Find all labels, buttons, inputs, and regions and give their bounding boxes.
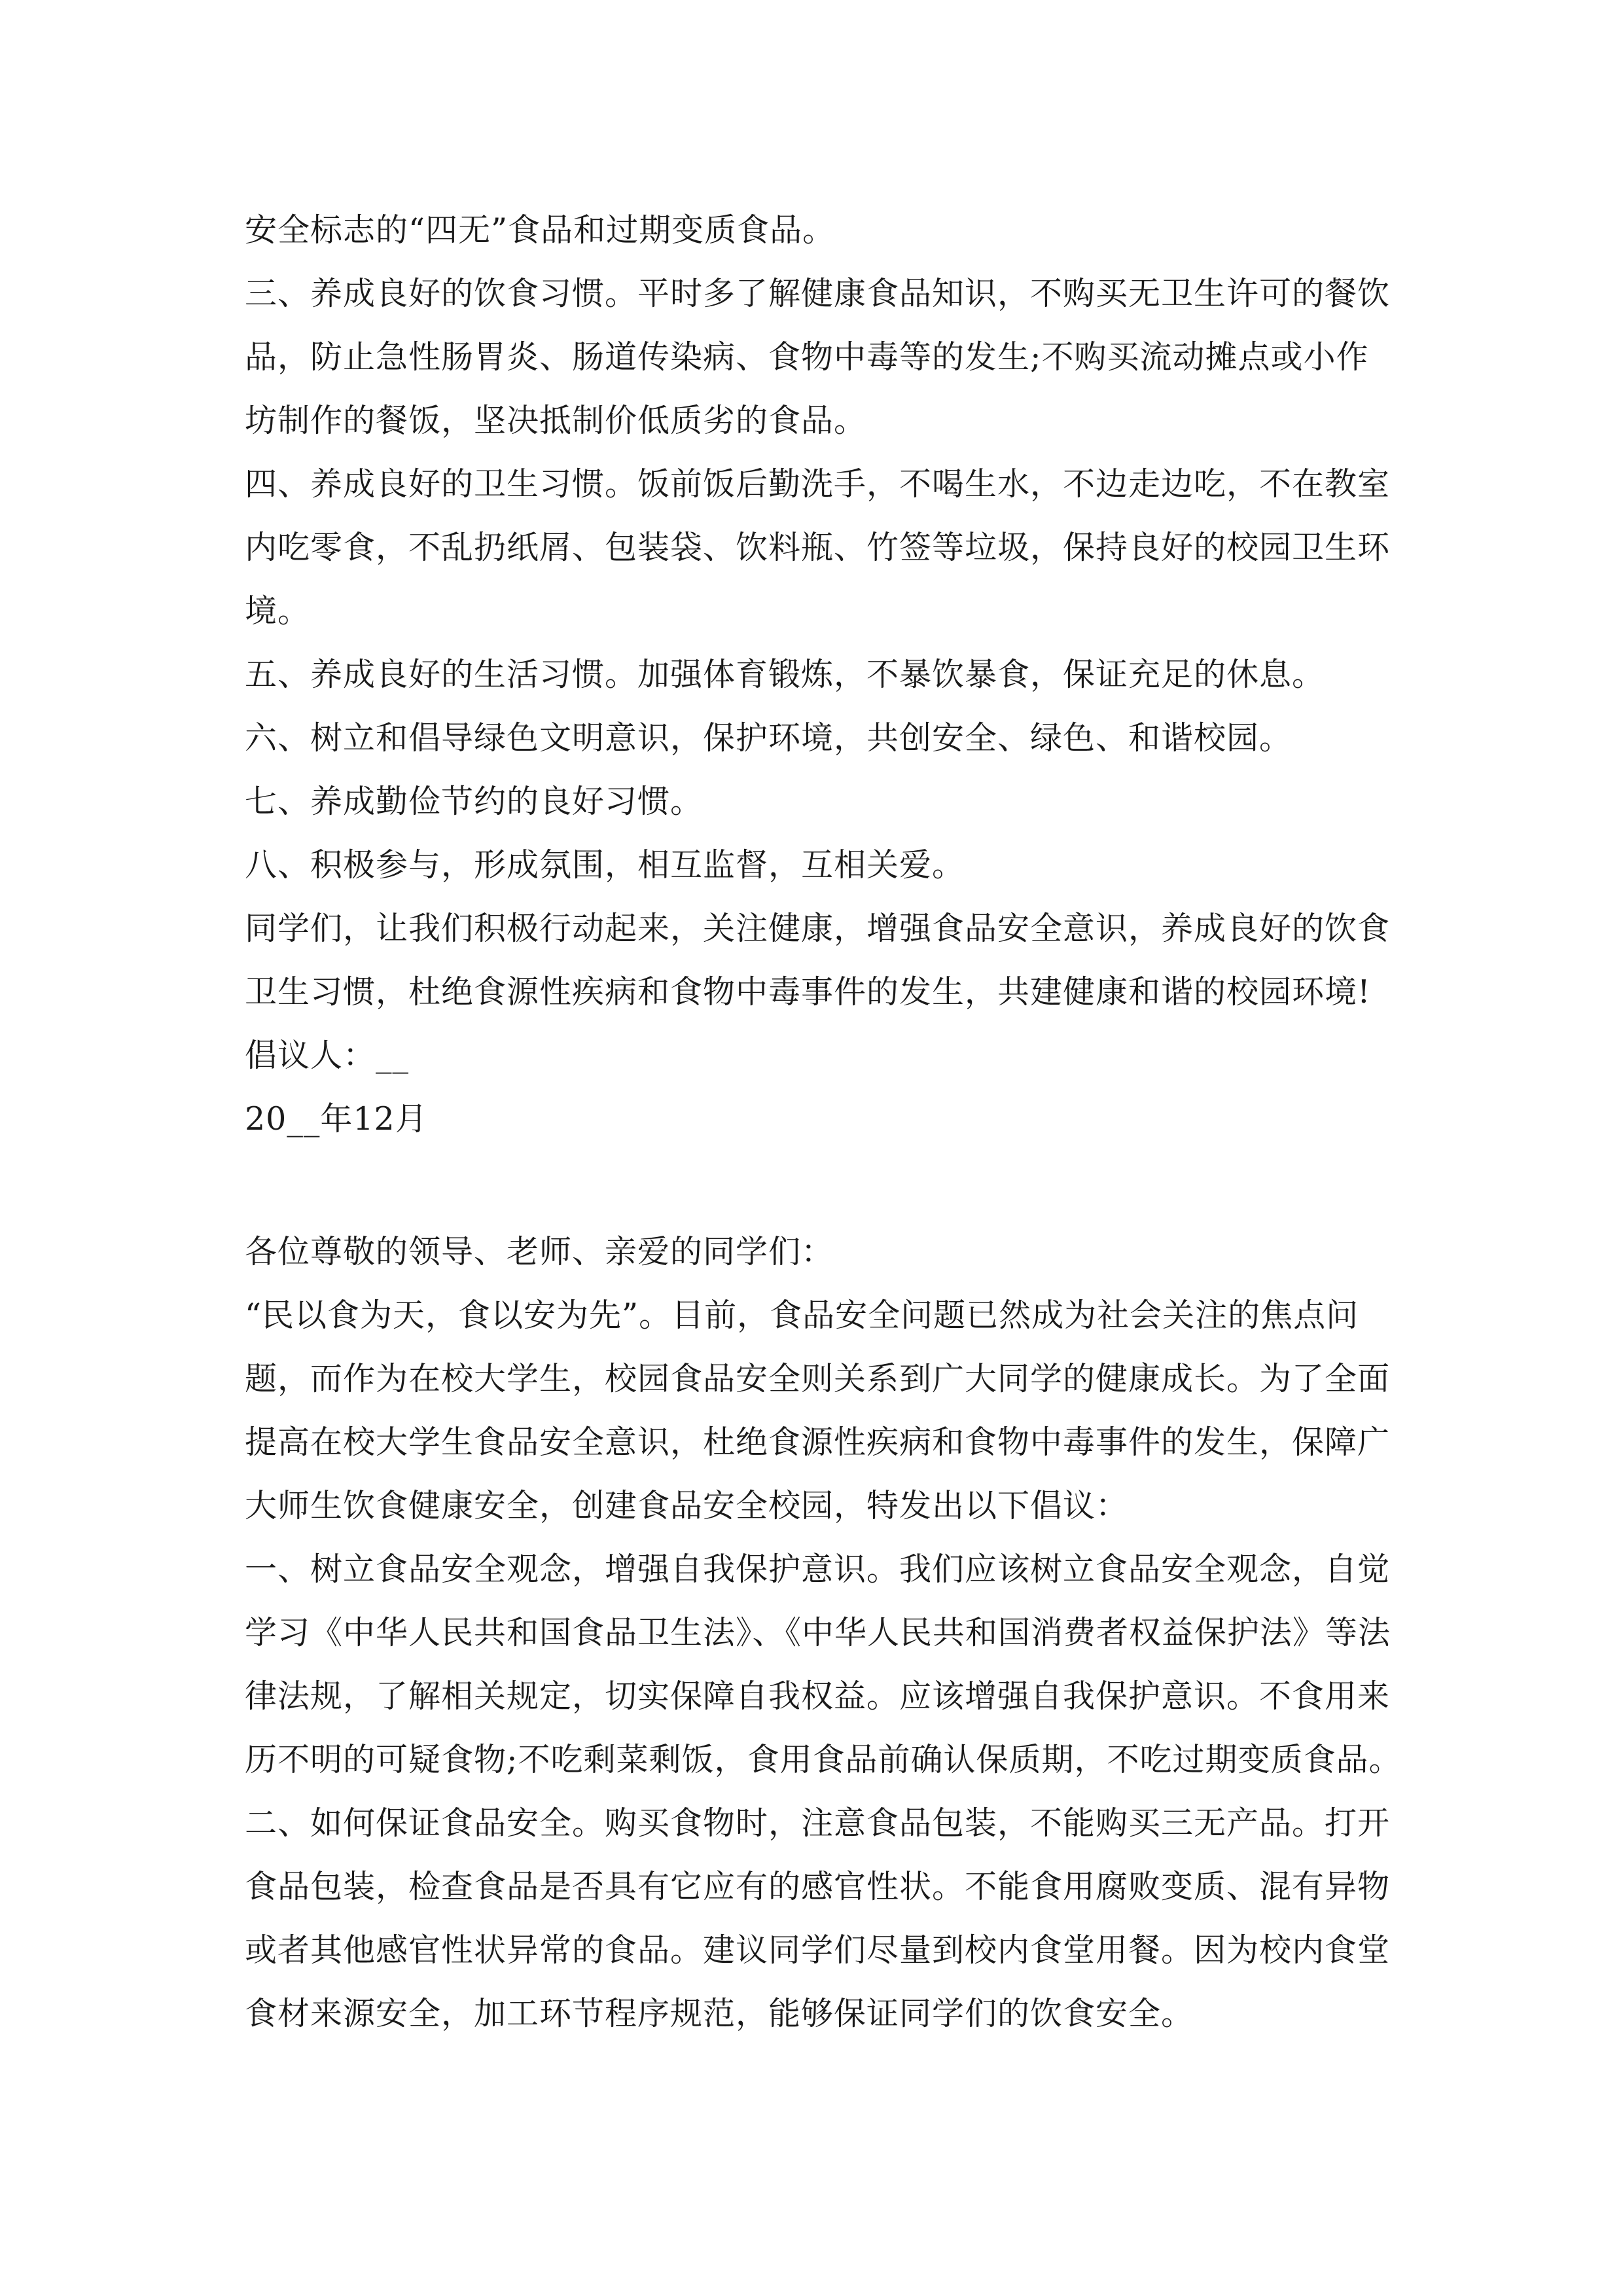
text-line: 内吃零食，不乱扔纸屑、包装袋、饮料瓶、竹签等垃圾，保持良好的校园卫生环: [245, 529, 1391, 566]
text-line: 历不明的可疑食物;不吃剩菜剩饭，食用食品前确认保质期，不吃过期变质食品。: [245, 1741, 1402, 1778]
text-line: 或者其他感官性状异常的食品。建议同学们尽量到校内食堂用餐。因为校内食堂: [245, 1931, 1391, 1969]
section-one-text: [245, 198, 1397, 1151]
proposer-line: 倡议人：__: [245, 1037, 410, 1074]
text-line: 坊制作的餐饭，坚决抵制价低质劣的食品。: [245, 402, 867, 439]
text-line: 提高在校大学生食品安全意识，杜绝食源性疾病和食物中毒事件的发生，保障广: [245, 1424, 1391, 1461]
text-line: 品，防止急性肠胃炎、肠道传染病、食物中毒等的发生;不购买流动摊点或小作: [245, 338, 1369, 376]
text-line: “民以食为天，食以安为先”。目前，食品安全问题已然成为社会关注的焦点问: [245, 1297, 1359, 1334]
text-line: 七、养成勤俭节约的良好习惯。: [245, 783, 704, 820]
text-line: 二、如何保证食品安全。购买食物时，注意食品包装，不能购买三无产品。打开: [245, 1804, 1391, 1842]
text-line: 三、养成良好的饮食习惯。平时多了解健康食品知识，不购买无卫生许可的餐饮: [245, 275, 1391, 312]
text-line: 境。: [245, 592, 311, 630]
text-line: 同学们，让我们积极行动起来，关注健康，增强食品安全意识，养成良好的饮食: [245, 910, 1391, 947]
text-line: 学习《中华人民共和国食品卫生法》、《中华人民共和国消费者权益保护法》等法: [245, 1614, 1391, 1651]
text-line: 律法规，了解相关规定，切实保障自我权益。应该增强自我保护意识。不食用来: [245, 1677, 1391, 1715]
text-line: 一、树立食品安全观念，增强自我保护意识。我们应该树立食品安全观念，自觉: [245, 1551, 1391, 1588]
text-line: 五、养成良好的生活习惯。加强体育锻炼，不暴饮暴食，保证充足的休息。: [245, 656, 1325, 693]
text-line: 四、养成良好的卫生习惯。饭前饭后勤洗手，不喝生水，不边走边吃，不在教室: [245, 465, 1391, 503]
text-line: 六、树立和倡导绿色文明意识，保护环境，共创安全、绿色、和谐校园。: [245, 719, 1293, 757]
text-line: 食品包装，检查食品是否具有它应有的感官性状。不能食用腐败变质、混有异物: [245, 1868, 1391, 1905]
text-line: 题，而作为在校大学生，校园食品安全则关系到广大同学的健康成长。为了全面: [245, 1360, 1391, 1397]
text-line: 安全标志的“四无”食品和过期变质食品。: [245, 211, 836, 249]
text-line: 卫生习惯，杜绝食源性疾病和食物中毒事件的发生，共建健康和谐的校园环境!: [245, 973, 1371, 1011]
section-two-text: [245, 1220, 1402, 2045]
text-line: 大师生饮食健康安全，创建食品安全校园，特发出以下倡议：: [245, 1487, 1129, 1524]
text-line: 食材来源安全，加工环节程序规范，能够保证同学们的饮食安全。: [245, 1995, 1194, 2032]
salutation-line: 各位尊敬的领导、老师、亲爱的同学们：: [245, 1233, 834, 1270]
text-line: 八、积极参与，形成氛围，相互监督，互相关爱。: [245, 846, 965, 884]
date-line: 20__年12月: [245, 1100, 428, 1138]
